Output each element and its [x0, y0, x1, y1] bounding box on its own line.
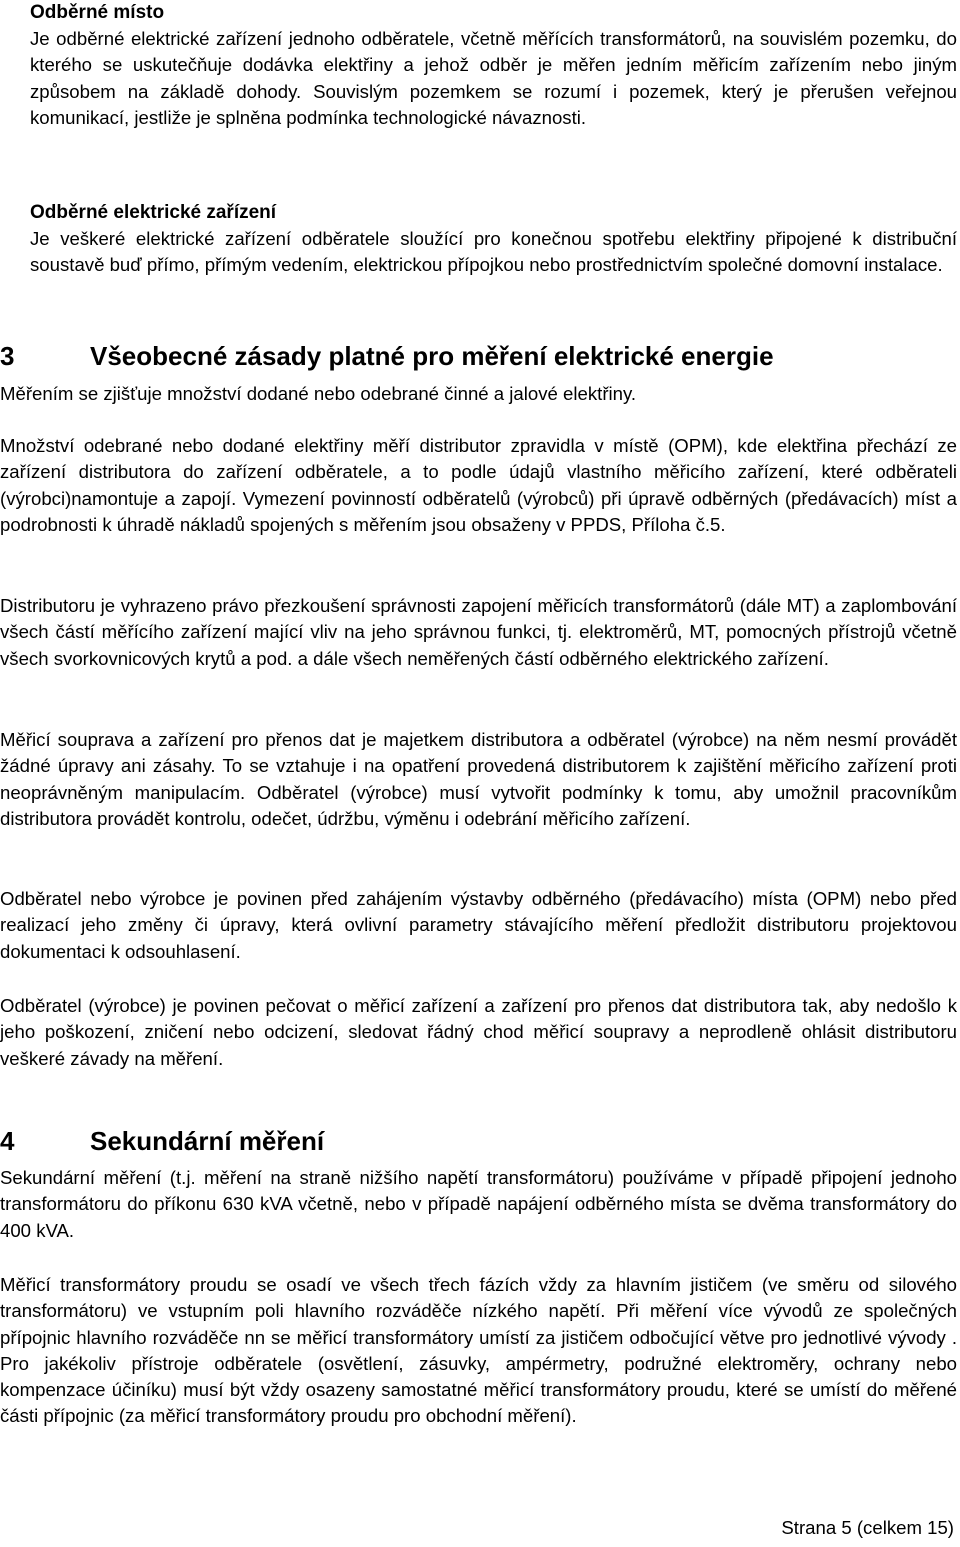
section-number: 4 — [0, 1126, 15, 1156]
section-number: 3 — [0, 341, 15, 371]
subsection-text: Je odběrné elektrické zařízení jednoho odběratele, včetně měřících transformátorů, na souvislém pozemku, do kterého se uskutečňuje dodávka elektřiny a jehož odběr je měřen jedním měřicím zařízením nebo jiným způsobem na základě dohody. Souvislým pozemkem se rozumí i pozemek, který je přerušen veřejnou komunikací, jestliže je splněna podmínka technologické návaznosti. — [30, 28, 957, 128]
subsection-text: Je veškeré elektrické zařízení odběratele sloužící pro konečnou spotřebu elektřiny připojené k distribuční soustavě buď přímo, přímým vedením, elektrickou přípojkou nebo prostřednictvím společné domovní instalace. — [30, 228, 957, 276]
section-title: Sekundární měření — [90, 1126, 325, 1156]
paragraph: Měřicí souprava a zařízení pro přenos dat je majetkem distributora a odběratel (výrobce) na něm nesmí provádět žádné úpravy ani zásahy. To se vztahuje i na opatření provedená distributorem k zajištění měřicího zařízení proti neoprávněným manipulacím. Odběratel (výrobce) musí vytvořit podmínky k tomu, aby umožnil pracovníkům distributora provádět kontrolu, odečet, údržbu, výměnu i odebrání měřicího zařízení. — [0, 729, 957, 829]
paragraph: Odběratel (výrobce) je povinen pečovat o měřicí zařízení a zařízení pro přenos dat distributora tak, aby nedošlo k jeho poškození, zničení nebo odcizení, sledovat řádný chod měřicí soupravy a neprodleně ohlásit distributoru veškeré závady na měření. — [0, 995, 957, 1069]
section-heading-3 — [0, 340, 957, 372]
paragraph: Odběratel nebo výrobce je povinen před zahájením výstavby odběrného (předávacího) místa (OPM) nebo před realizací jeho změny či úpravy, která ovlivní parametry stávajícího měření předložit distributoru projektovou dokumentaci k odsouhlasení. — [0, 888, 957, 962]
section-title: Všeobecné zásady platné pro měření elektrické energie — [90, 341, 774, 371]
subsection-title: Odběrné elektrické zařízení — [30, 202, 277, 223]
paragraph: Množství odebrané nebo dodané elektřiny měří distributor zpravidla v místě (OPM), kde elektřina přechází ze zařízení distributora do zařízení odběratele, a to podle údajů vlastního měřicího zařízení, které odběrateli (výrobci)namontuje a zapojí. Vymezení povinností odběratelů (výrobců) při úpravě odběrných (předávacích) míst a podrobnosti k úhradě nákladů spojených s měřením jsou obsaženy v PPDS, Příloha č.5. — [0, 435, 957, 535]
paragraph: Měřením se zjišťuje množství dodané nebo odebrané činné a jalové elektřiny. — [0, 383, 637, 404]
page-number-footer: Strana 5 (celkem 15) — [781, 1517, 954, 1538]
paragraph: Měřicí transformátory proudu se osadí ve všech třech fázích vždy za hlavním jističem (ve směru od silového transformátoru) ve vstupním poli hlavního rozváděče nízkého napětí. Při měření více vývodů ze společných přípojnic hlavního rozváděče nn se měřicí transformátory umístí za jističem odbočující větve pro jednotlivé vývody . Pro jakékoliv přístroje odběratele (osvětlení, zásuvky, ampérmetry, podružné elektroměry, ochrany nebo kompenzace účiníku) musí být vždy osazeny samostatné měřicí transformátory proudu, které se umístí do měřené části přípojnic (za měřicí transformátory proudu pro obchodní měření). — [0, 1274, 957, 1427]
section-heading-4 — [0, 1125, 957, 1157]
paragraph: Distributoru je vyhrazeno právo přezkoušení správnosti zapojení měřicích transformátorů (dále MT) a zaplombování všech částí měřícího zařízení mající vliv na jeho správnou funkci, tj. elektroměrů, MT, pomocných přístrojů včetně všech svorkovnicových krytů a pod. a dále všech neměřených částí odběrného elektrického zařízení. — [0, 595, 957, 669]
paragraph: Sekundární měření (t.j. měření na straně nižšího napětí transformátoru) používáme v případě připojení jednoho transformátoru do příkonu 630 kVA včetně, nebo v případě napájení odběrného místa se dvěma transformátory do 400 kVA. — [0, 1167, 957, 1241]
subsection-title: Odběrné místo — [30, 2, 165, 23]
